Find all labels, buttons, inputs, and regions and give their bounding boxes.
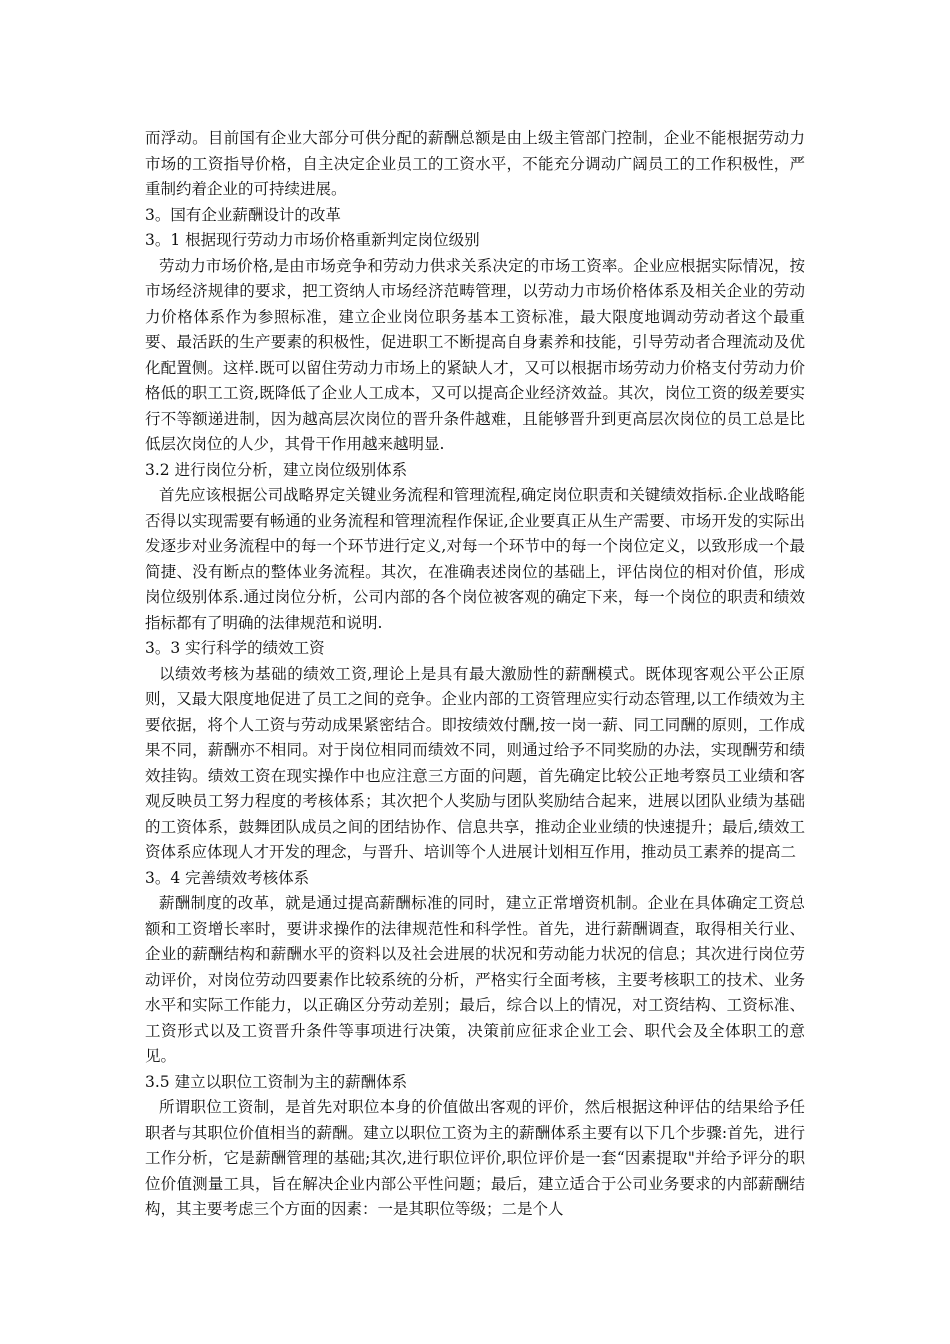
paragraph-intro: 而浮动。目前国有企业大部分可供分配的薪酬总额是由上级主管部门控制，企业不能根据劳动力市场的工资指导价格，自主决定企业员工的工资水平，不能充分调动广阔员工的工作积极性，严重制约着企业的可持续进展。 [145, 129, 805, 198]
paragraph-3-2: 首先应该根据公司战略界定关键业务流程和管理流程,确定岗位职责和关键绩效指标.企业战略能否得以实现需要有畅通的业务流程和管理流程作保证,企业要真正从生产需要、市场开发的实际出发逐步对业务流程中的每一个环节进行定义,对每一个环节中的每一个岗位定义，以致形成一个最简捷、没有断点的整体业务流程。其次，在准确表述岗位的基础上，评估岗位的相对价值，形成岗位级别体系.通过岗位分析，公司内部的各个岗位被客观的确定下来，每一个岗位的职责和绩效指标都有了明确的法律规范和说明. [145, 486, 805, 632]
subsection-heading-3-4: 3。4 完善绩效考核体系 [145, 868, 310, 887]
section-heading-3: 3。国有企业薪酬设计的改革 [145, 205, 341, 224]
paragraph-3-4: 薪酬制度的改革，就是通过提高薪酬标准的同时，建立正常增资机制。企业在具体确定工资总额和工资增长率时，要讲求操作的法律规范性和科学性。首先，进行薪酬调查，取得相关行业、企业的薪酬结构和薪酬水平的资料以及社会进展的状况和劳动能力状况的信息；其次进行岗位劳动评价，对岗位劳动四要素作比较系统的分析，严格实行全面考核，主要考核职工的技术、业务水平和实际工作能力，以正确区分劳动差别；最后，综合以上的情况，对工资结构、工资标准、工资形式以及工资晋升条件等事项进行决策，决策前应征求企业工会、职代会及全体职工的意见。 [145, 894, 805, 1065]
subsection-heading-3-5: 3.5 建立以职位工资制为主的薪酬体系 [145, 1072, 408, 1091]
subsection-heading-3-1: 3。1 根据现行劳动力市场价格重新判定岗位级别 [145, 231, 480, 249]
paragraph-3-1: 劳动力市场价格,是由市场竞争和劳动力供求关系决定的市场工资率。企业应根据实际情况，按市场经济规律的要求，把工资纳人市场经济范畴管理，以劳动力市场价格体系及相关企业的劳动力价格体系作为参照标准，建立企业岗位职务基本工资标准，最大限度地调动劳动者这个最重要、最活跃的生产要素的积极性，促进职工不断提高自身素养和技能，引导劳动者合理流动及优化配置侧。这样.既可以留住劳动力市场上的紧缺人才，又可以根据市场劳动力价格支付劳动力价格低的职工工资,既降低了企业人工成本，又可以提高企业经济效益。其次，岗位工资的级差要实行不等额递进制，因为越高层次岗位的晋升条件越难，且能够晋升到更高层次岗位的员工总是比低层次岗位的人少，其骨干作用越来越明显. [145, 256, 805, 453]
paragraph-3-3: 以绩效考核为基础的绩效工资,理论上是具有最大激励性的薪酬模式。既体现客观公平公正原则，又最大限度地促进了员工之间的竞争。企业内部的工资管理应实行动态管理,以工作绩效为主要依据，将个人工资与劳动成果紧密结合。即按绩效付酬,按一岗一薪、同工同酬的原则，工作成果不同，薪酬亦不相同。对于岗位相同而绩效不同，则通过给予不同奖励的办法，实现酬劳和绩效挂钩。绩效工资在现实操作中也应注意三方面的问题，首先确定比较公正地考察员工业绩和客观反映员工努力程度的考核体系；其次把个人奖励与团队奖励结合起来，进展以团队业绩为基础的工资体系，鼓舞团队成员之间的团结协作、信息共享，推动企业业绩的快速提升；最后,绩效工资体系应体现人才开发的理念，与晋升、培训等个人进展计划相互作用，推动员工素养的提高二 [145, 664, 805, 861]
paragraph-3-5: 所谓职位工资制，是首先对职位本身的价值做出客观的评价，然后根据这种评估的结果给予任职者与其职位价值相当的薪酬。建立以职位工资为主的薪酬体系主要有以下几个步骤:首先，进行工作分析，它是薪酬管理的基础;其次,进行职位评价,职位评价是一套“因素提取"并给予评分的职位价值测量工具，旨在解决企业内部公平性问题；最后，建立适合于公司业务要求的内部薪酬结构，其主要考虑三个方面的因素：一是其职位等级；二是个人 [145, 1098, 805, 1218]
subsection-heading-3-3: 3。3 实行科学的绩效工资 [145, 639, 325, 657]
document-body [145, 126, 805, 1223]
subsection-heading-3-2: 3.2 进行岗位分析，建立岗位级别体系 [145, 460, 408, 479]
